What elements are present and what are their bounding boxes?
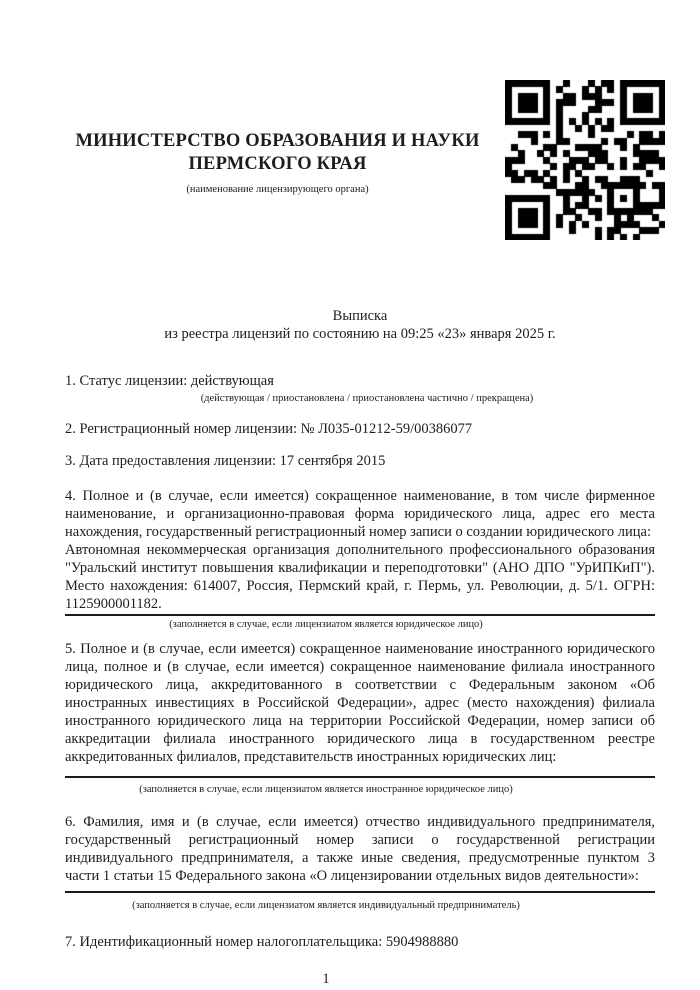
document-title bbox=[0, 307, 700, 343]
item-7-taxpayer-number: 7. Идентификационный номер налогоплательщика: 5904988880 bbox=[65, 934, 459, 950]
page-number: 1 bbox=[322, 971, 330, 987]
item-5-blank-line bbox=[65, 766, 655, 778]
ministry-name-line2: ПЕРМСКОГО КРАЯ bbox=[188, 154, 367, 174]
item-4-caption: (заполняется в случае, если лицензиатом является юридическое лицо) bbox=[169, 619, 483, 630]
item-1-license-status: 1. Статус лицензии: действующая bbox=[65, 373, 274, 389]
item-5-foreign-entity-block bbox=[65, 640, 655, 796]
document-header bbox=[0, 0, 700, 240]
qr-code bbox=[505, 80, 665, 240]
item-6-caption: (заполняется в случае, если лицензиатом является индивидуальный предприниматель) bbox=[132, 900, 520, 911]
item-5-label: 5. Полное и (в случае, если имеется) сокращенное наименование иностранного юридического лица, полное и (в случае, если имеется) сокращенное наименование филиала иностранного юридического лица, аккредитованного в соответствии с Федеральным законом «Об иностранных инвестициях в Российской Федерации», адрес (место нахождения) филиала иностранного юридического лица на территории Российской Федерации, номер записи об аккредитации филиала иностранного юридического лица в государственном реестре аккредитованных филиалов, представительств иностранных юридических лиц: bbox=[65, 641, 655, 765]
document-body bbox=[0, 372, 700, 988]
item-4-label: 4. Полное и (в случае, если имеется) сокращенное наименование, в том числе фирменное наименование, и организационно-правовая форма юридического лица, адрес его места нахождения, государственный регистрационный номер записи о создании юридического лица: bbox=[65, 488, 655, 540]
ministry-name-line1: МИНИСТЕРСТВО ОБРАЗОВАНИЯ И НАУКИ bbox=[75, 131, 480, 151]
title-line1: Выписка bbox=[332, 308, 388, 324]
item-6-entrepreneur-block bbox=[65, 813, 655, 912]
item-6-blank-line bbox=[65, 885, 655, 893]
licensing-authority-block bbox=[65, 80, 490, 196]
licensing-authority-caption: (наименование лицензирующего органа) bbox=[186, 184, 369, 195]
item-2-registration-number: 2. Регистрационный номер лицензии: № Л035-01212-59/00386077 bbox=[65, 421, 473, 437]
item-5-caption: (заполняется в случае, если лицензиатом является иностранное юридическое лицо) bbox=[139, 784, 513, 795]
item-4-legal-entity-block bbox=[65, 487, 655, 631]
item-4-value: Автономная некоммерческая организация дополнительного профессионального образования "Уральский институт повышения квалификации и переподготовки" (АНО ДПО "УрИПКиП"). Место нахождения: 614007, Россия, Пермский край, г. Пермь, ул. Революции, д. 5/1. ОГРН: 1125900001182. bbox=[65, 541, 655, 616]
item-1-caption: (действующая / приостановлена / приостановлена частично / прекращена) bbox=[200, 393, 534, 404]
title-line2: из реестра лицензий по состоянию на 09:25 «23» января 2025 г. bbox=[164, 326, 556, 342]
item-6-label: 6. Фамилия, имя и (в случае, если имеется) отчество индивидуального предпринимателя, государственный регистрационный номер записи о государственной регистрации индивидуального предпринимателя, а также иные сведения, предусмотренные пунктом 3 части 1 статьи 15 Федерального закона «О лицензировании отдельных видов деятельности»: bbox=[65, 814, 655, 884]
item-3-grant-date: 3. Дата предоставления лицензии: 17 сентября 2015 bbox=[65, 453, 386, 469]
